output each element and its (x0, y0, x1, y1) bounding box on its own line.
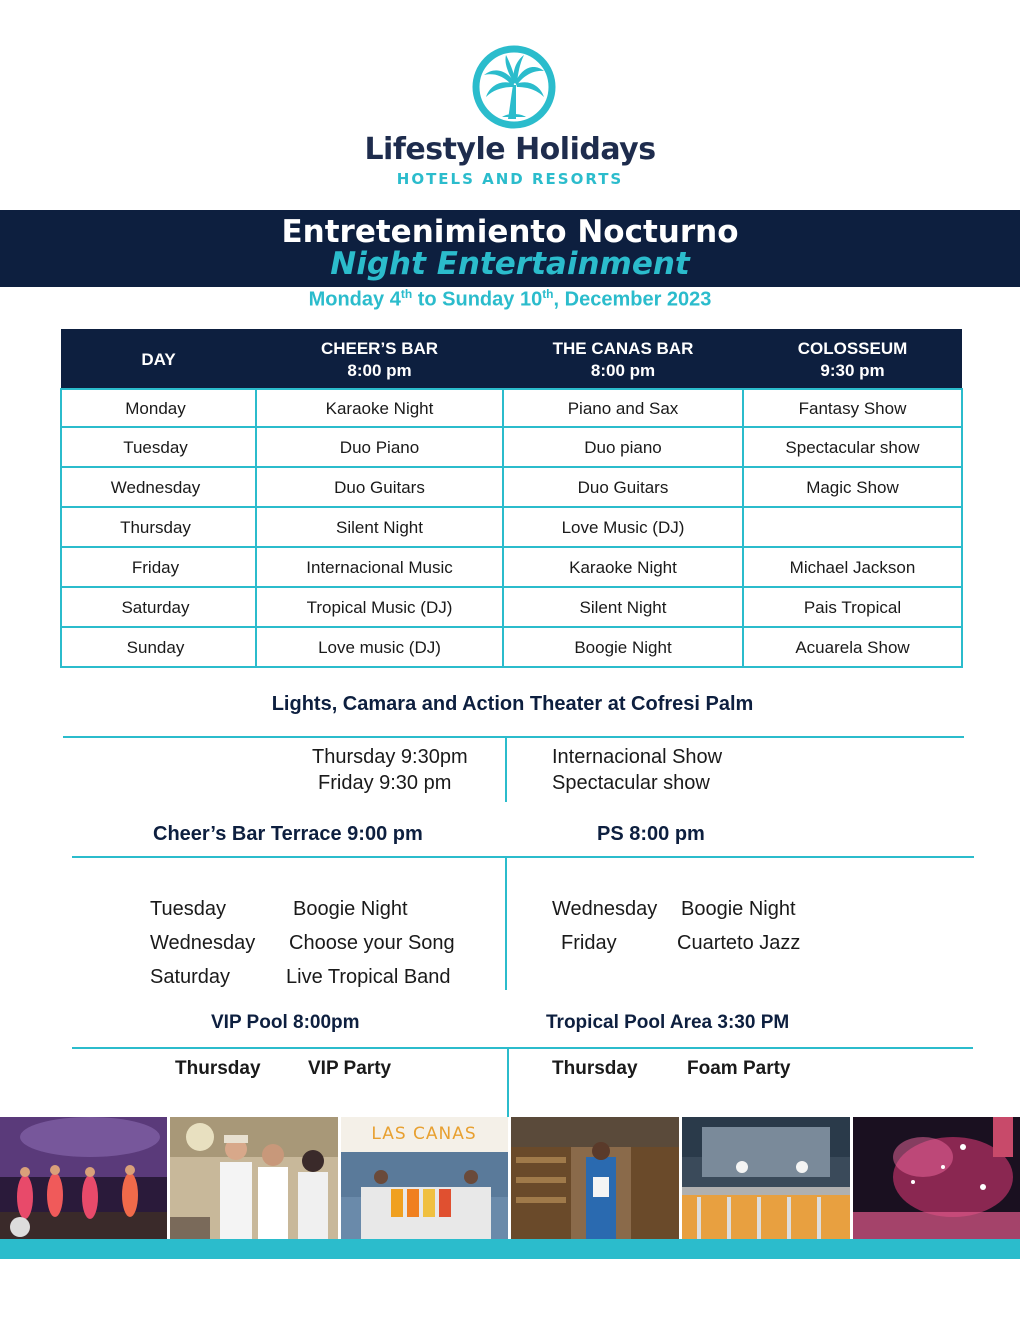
photo-dancers-show (0, 1117, 167, 1239)
terrace-title: Cheer’s Bar Terrace 9:00 pm (153, 823, 423, 845)
guests-image-icon (170, 1117, 338, 1239)
vip-pool-event: VIP Party (308, 1058, 392, 1079)
terrace-divider (72, 856, 974, 858)
table-cell-day: Saturday (61, 587, 256, 627)
date-range (0, 287, 1020, 312)
header-label: DAY (141, 349, 176, 369)
vip-pool-title: VIP Pool 8:00pm (211, 1012, 360, 1033)
ps-event-1: Boogie Night (681, 898, 796, 920)
table-row (61, 547, 962, 587)
table-row (61, 627, 962, 667)
photo-lounge-bar (682, 1117, 850, 1239)
table-cell: Karaoke Night (503, 547, 743, 587)
date-start: Monday 4 (308, 288, 401, 311)
table-cell-day: Sunday (61, 627, 256, 667)
header-canas-bar (503, 329, 743, 389)
bar-image-icon (341, 1117, 508, 1239)
header-cheers-bar (256, 329, 503, 389)
table-cell: Pais Tropical (743, 587, 962, 627)
table-cell-day: Tuesday (61, 427, 256, 467)
title-banner (0, 210, 1020, 287)
header-time: 8:00 pm (347, 360, 412, 380)
ps-day-1: Wednesday (552, 898, 658, 920)
table-row (61, 467, 962, 507)
date-end: , December 2023 (553, 288, 712, 311)
table-row (61, 427, 962, 467)
weekly-schedule-table (60, 329, 963, 668)
tropical-pool-title: Tropical Pool Area 3:30 PM (546, 1012, 790, 1033)
party-image-icon (853, 1117, 1020, 1239)
theater-show-1: Internacional Show (552, 746, 723, 768)
photo-cigar-shop (511, 1117, 679, 1239)
ps-day-2: Friday (561, 932, 617, 954)
palm-tree-logo-icon (472, 45, 556, 129)
table-cell: Silent Night (256, 507, 503, 547)
photo-bar-guests (170, 1117, 338, 1239)
table-cell: Magic Show (743, 467, 962, 507)
terrace-day-1: Tuesday (150, 898, 226, 920)
footer-bar (0, 1239, 1020, 1259)
theater-column-divider (505, 738, 507, 802)
header-label: COLOSSEUM (797, 338, 908, 358)
header-colosseum (743, 329, 962, 389)
photo-strip (0, 1117, 1020, 1239)
table-cell: Love Music (DJ) (503, 507, 743, 547)
table-cell: Karaoke Night (256, 389, 503, 427)
table-cell: Silent Night (503, 587, 743, 627)
title-english: Night Entertainment (330, 246, 690, 282)
header-day (61, 329, 256, 389)
table-cell: Tropical Music (DJ) (256, 587, 503, 627)
theater-divider (63, 736, 964, 738)
terrace-column-divider (505, 858, 507, 990)
header-label: CHEER’S BAR (320, 338, 439, 358)
table-header-row (61, 329, 962, 389)
logo-subtitle: HOTELS AND RESORTS (396, 170, 624, 188)
table-cell (743, 507, 962, 547)
table-cell: Fantasy Show (743, 389, 962, 427)
terrace-event-3: Live Tropical Band (286, 966, 451, 988)
table-cell: Duo Guitars (503, 467, 743, 507)
photo-las-canas-bar (341, 1117, 508, 1239)
logo-name: Lifestyle Holidays (364, 132, 656, 167)
tropical-pool-event: Foam Party (687, 1058, 791, 1079)
pool-column-divider (507, 1049, 509, 1117)
table-cell: Duo Guitars (256, 467, 503, 507)
ps-event-2: Cuarteto Jazz (677, 932, 801, 954)
terrace-day-2: Wednesday (150, 932, 256, 954)
table-cell: Duo Piano (256, 427, 503, 467)
date-start-suffix: th (400, 287, 413, 301)
bar-sign-text: LAS CANAS (371, 1124, 477, 1144)
terrace-event-1: Boogie Night (293, 898, 408, 920)
lounge-image-icon (682, 1117, 850, 1239)
table-cell: Boogie Night (503, 627, 743, 667)
pool-divider (72, 1047, 973, 1049)
ps-title: PS 8:00 pm (597, 823, 705, 845)
table-cell-day: Friday (61, 547, 256, 587)
logo (0, 40, 1020, 190)
table-cell-day: Wednesday (61, 467, 256, 507)
theater-title: Lights, Camara and Action Theater at Cofresi Palm (271, 693, 754, 715)
table-cell: Spectacular show (743, 427, 962, 467)
theater-time-2: Friday 9:30 pm (318, 772, 452, 794)
shop-image-icon (511, 1117, 679, 1239)
table-cell: Acuarela Show (743, 627, 962, 667)
terrace-event-2: Choose your Song (289, 932, 455, 954)
table-cell: Michael Jackson (743, 547, 962, 587)
table-cell-day: Thursday (61, 507, 256, 547)
dancers-image-icon (0, 1117, 167, 1239)
theater-show-2: Spectacular show (552, 772, 710, 794)
table-cell: Duo piano (503, 427, 743, 467)
title-spanish: Entretenimiento Nocturno (281, 214, 739, 250)
vip-pool-day: Thursday (175, 1058, 261, 1079)
photo-party-concert (853, 1117, 1020, 1239)
header-time: 9:30 pm (820, 360, 885, 380)
date-middle: to Sunday 10 (412, 288, 543, 311)
header-label: THE CANAS BAR (552, 338, 694, 358)
theater-time-1: Thursday 9:30pm (312, 746, 468, 768)
table-cell: Love music (DJ) (256, 627, 503, 667)
table-row (61, 389, 962, 427)
table-row (61, 507, 962, 547)
header-time: 8:00 pm (590, 360, 656, 380)
table-cell-day: Monday (61, 389, 256, 427)
tropical-pool-day: Thursday (552, 1058, 638, 1079)
table-row (61, 587, 962, 627)
table-cell: Internacional Music (256, 547, 503, 587)
terrace-day-3: Saturday (150, 966, 231, 988)
table-cell: Piano and Sax (503, 389, 743, 427)
date-end-suffix: th (542, 287, 554, 301)
